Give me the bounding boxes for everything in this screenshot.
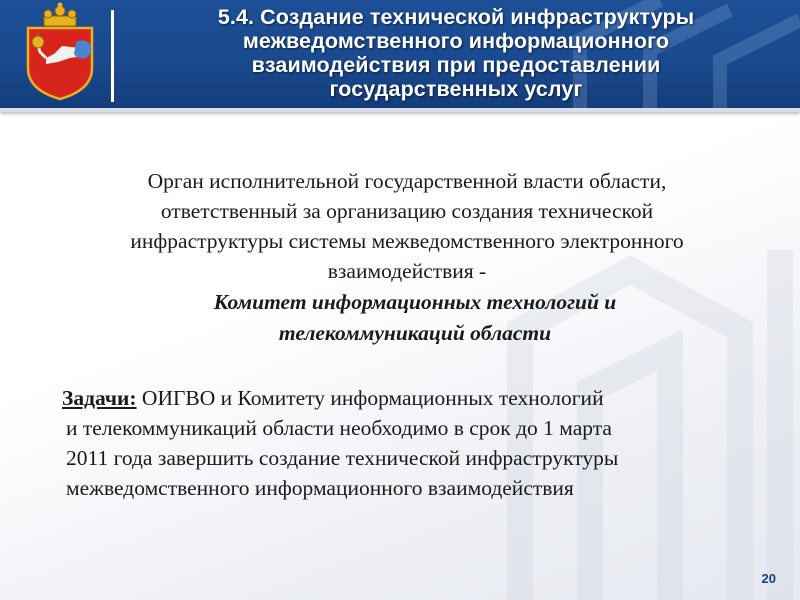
title-line: государственных услуг — [329, 77, 583, 101]
paragraph-line: Орган исполнительной государственной власти области, — [147, 169, 667, 193]
tasks-label: Задачи: — [62, 386, 137, 410]
paragraph-line: ответственный за организацию создания технической — [160, 199, 654, 223]
committee-name — [120, 287, 710, 349]
tasks-line: и телекоммуникаций области необходимо в срок до 1 марта — [66, 416, 612, 440]
crown-icon — [44, 3, 76, 27]
paragraph-line: инфраструктуры системы межведомственного электронного — [130, 229, 684, 253]
tasks-text: ОИГВО и Комитету информационных технологий — [136, 386, 604, 410]
header-divider — [111, 10, 114, 102]
page-number: 20 — [761, 571, 776, 586]
page-title — [120, 5, 792, 101]
tasks-line: 2011 года завершить создание технической инфраструктуры — [66, 446, 619, 470]
responsible-body-paragraph — [52, 166, 762, 286]
header-bar — [0, 0, 800, 112]
committee-line: телекоммуникаций области — [278, 321, 552, 345]
coat-of-arms-icon — [10, 2, 110, 102]
committee-line: Комитет информационных технологий и — [213, 290, 617, 314]
tasks-first-line — [62, 383, 762, 413]
tasks-line: межведомственного информационного взаимодействия — [66, 476, 574, 500]
title-line: 5.4. Создание технической инфраструктуры — [217, 5, 695, 29]
title-line: взаимодействия при предоставлении — [251, 53, 661, 77]
paragraph-line: взаимодействия - — [327, 259, 487, 283]
tasks-block — [62, 383, 762, 503]
title-line: межведомственного информационного — [242, 29, 670, 53]
